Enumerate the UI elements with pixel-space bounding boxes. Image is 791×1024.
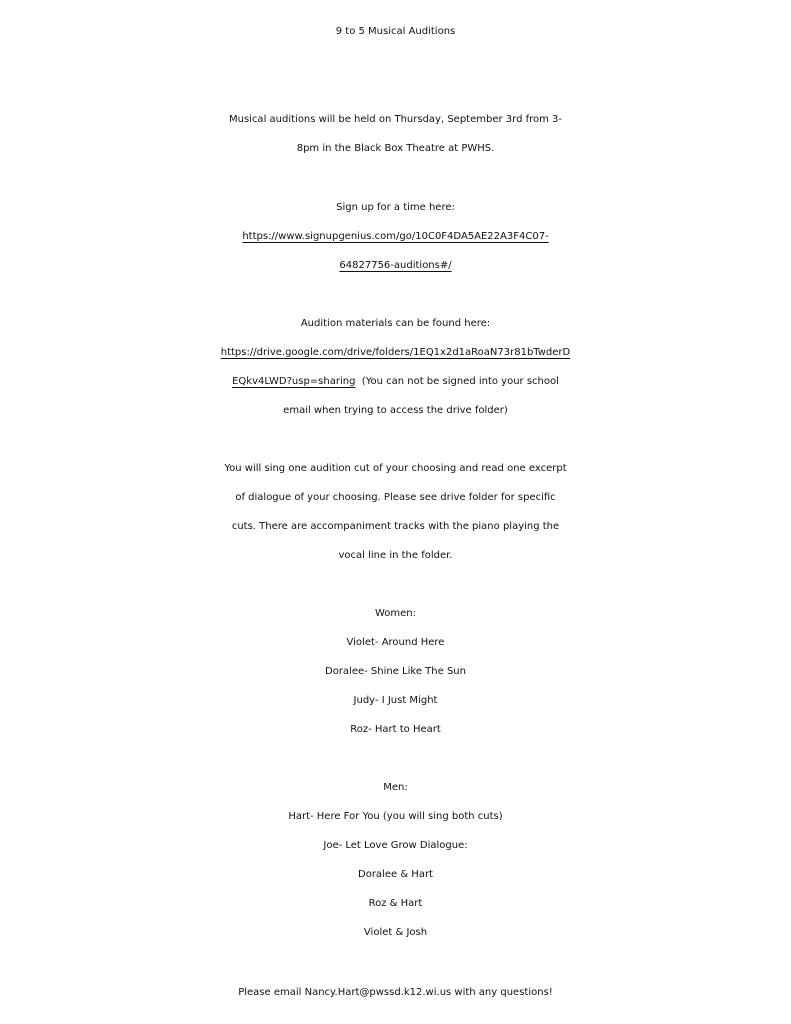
dialogue-pair-item: Doralee & Hart	[358, 869, 433, 880]
signup-link[interactable]: https://www.signupgenius.com/go/10C0F4DA5AE22A3F4C07-	[242, 231, 549, 242]
women-role-item: Doralee- Shine Like The Sun	[325, 666, 466, 677]
signup-link-continued[interactable]: 64827756-auditions#/	[339, 260, 452, 271]
instructions-line-1: You will sing one audition cut of your choosing and read one excerpt	[224, 463, 567, 474]
men-role-item: Joe- Let Love Grow Dialogue:	[323, 840, 468, 851]
drive-folder-link-continued[interactable]: EQkv4LWD?usp=sharing	[232, 376, 356, 387]
intro-line-2: 8pm in the Black Box Theatre at PWHS.	[296, 143, 495, 154]
women-heading: Women:	[374, 608, 417, 619]
signup-link-line-1[interactable]	[0, 222, 791, 251]
page-title: 9 to 5 Musical Auditions	[335, 26, 456, 37]
women-role-item: Violet- Around Here	[346, 637, 445, 648]
men-role-item: Hart- Here For You (you will sing both cuts)	[288, 811, 503, 822]
instructions-line-4: vocal line in the folder.	[338, 550, 453, 561]
contact-line: Please email Nancy.Hart@pwssd.k12.wi.us with any questions!	[238, 987, 553, 998]
signup-link-line-2[interactable]	[0, 251, 791, 280]
women-role-item: Roz- Hart to Heart	[350, 724, 441, 735]
materials-link-line-1[interactable]	[0, 338, 791, 367]
intro-line-1: Musical auditions will be held on Thursday, September 3rd from 3-	[228, 114, 563, 125]
materials-label: Audition materials can be found here:	[300, 318, 491, 329]
men-heading: Men:	[383, 782, 408, 793]
signup-label: Sign up for a time here:	[336, 202, 455, 213]
materials-link-line-2	[0, 367, 791, 396]
instructions-line-3: cuts. There are accompaniment tracks with the piano playing the	[231, 521, 560, 532]
women-role-item: Judy- I Just Might	[353, 695, 438, 706]
drive-folder-link[interactable]: https://drive.google.com/drive/folders/1EQ1x2d1aRoaN73r81bTwderD	[220, 347, 571, 358]
instructions-line-2: of dialogue of your choosing. Please see drive folder for specific	[235, 492, 556, 503]
materials-note: (You can not be signed into your school	[355, 376, 559, 387]
materials-note-line-3: email when trying to access the drive folder)	[283, 405, 508, 416]
dialogue-pair-item: Violet & Josh	[363, 927, 428, 938]
dialogue-pair-item: Roz & Hart	[368, 898, 423, 909]
